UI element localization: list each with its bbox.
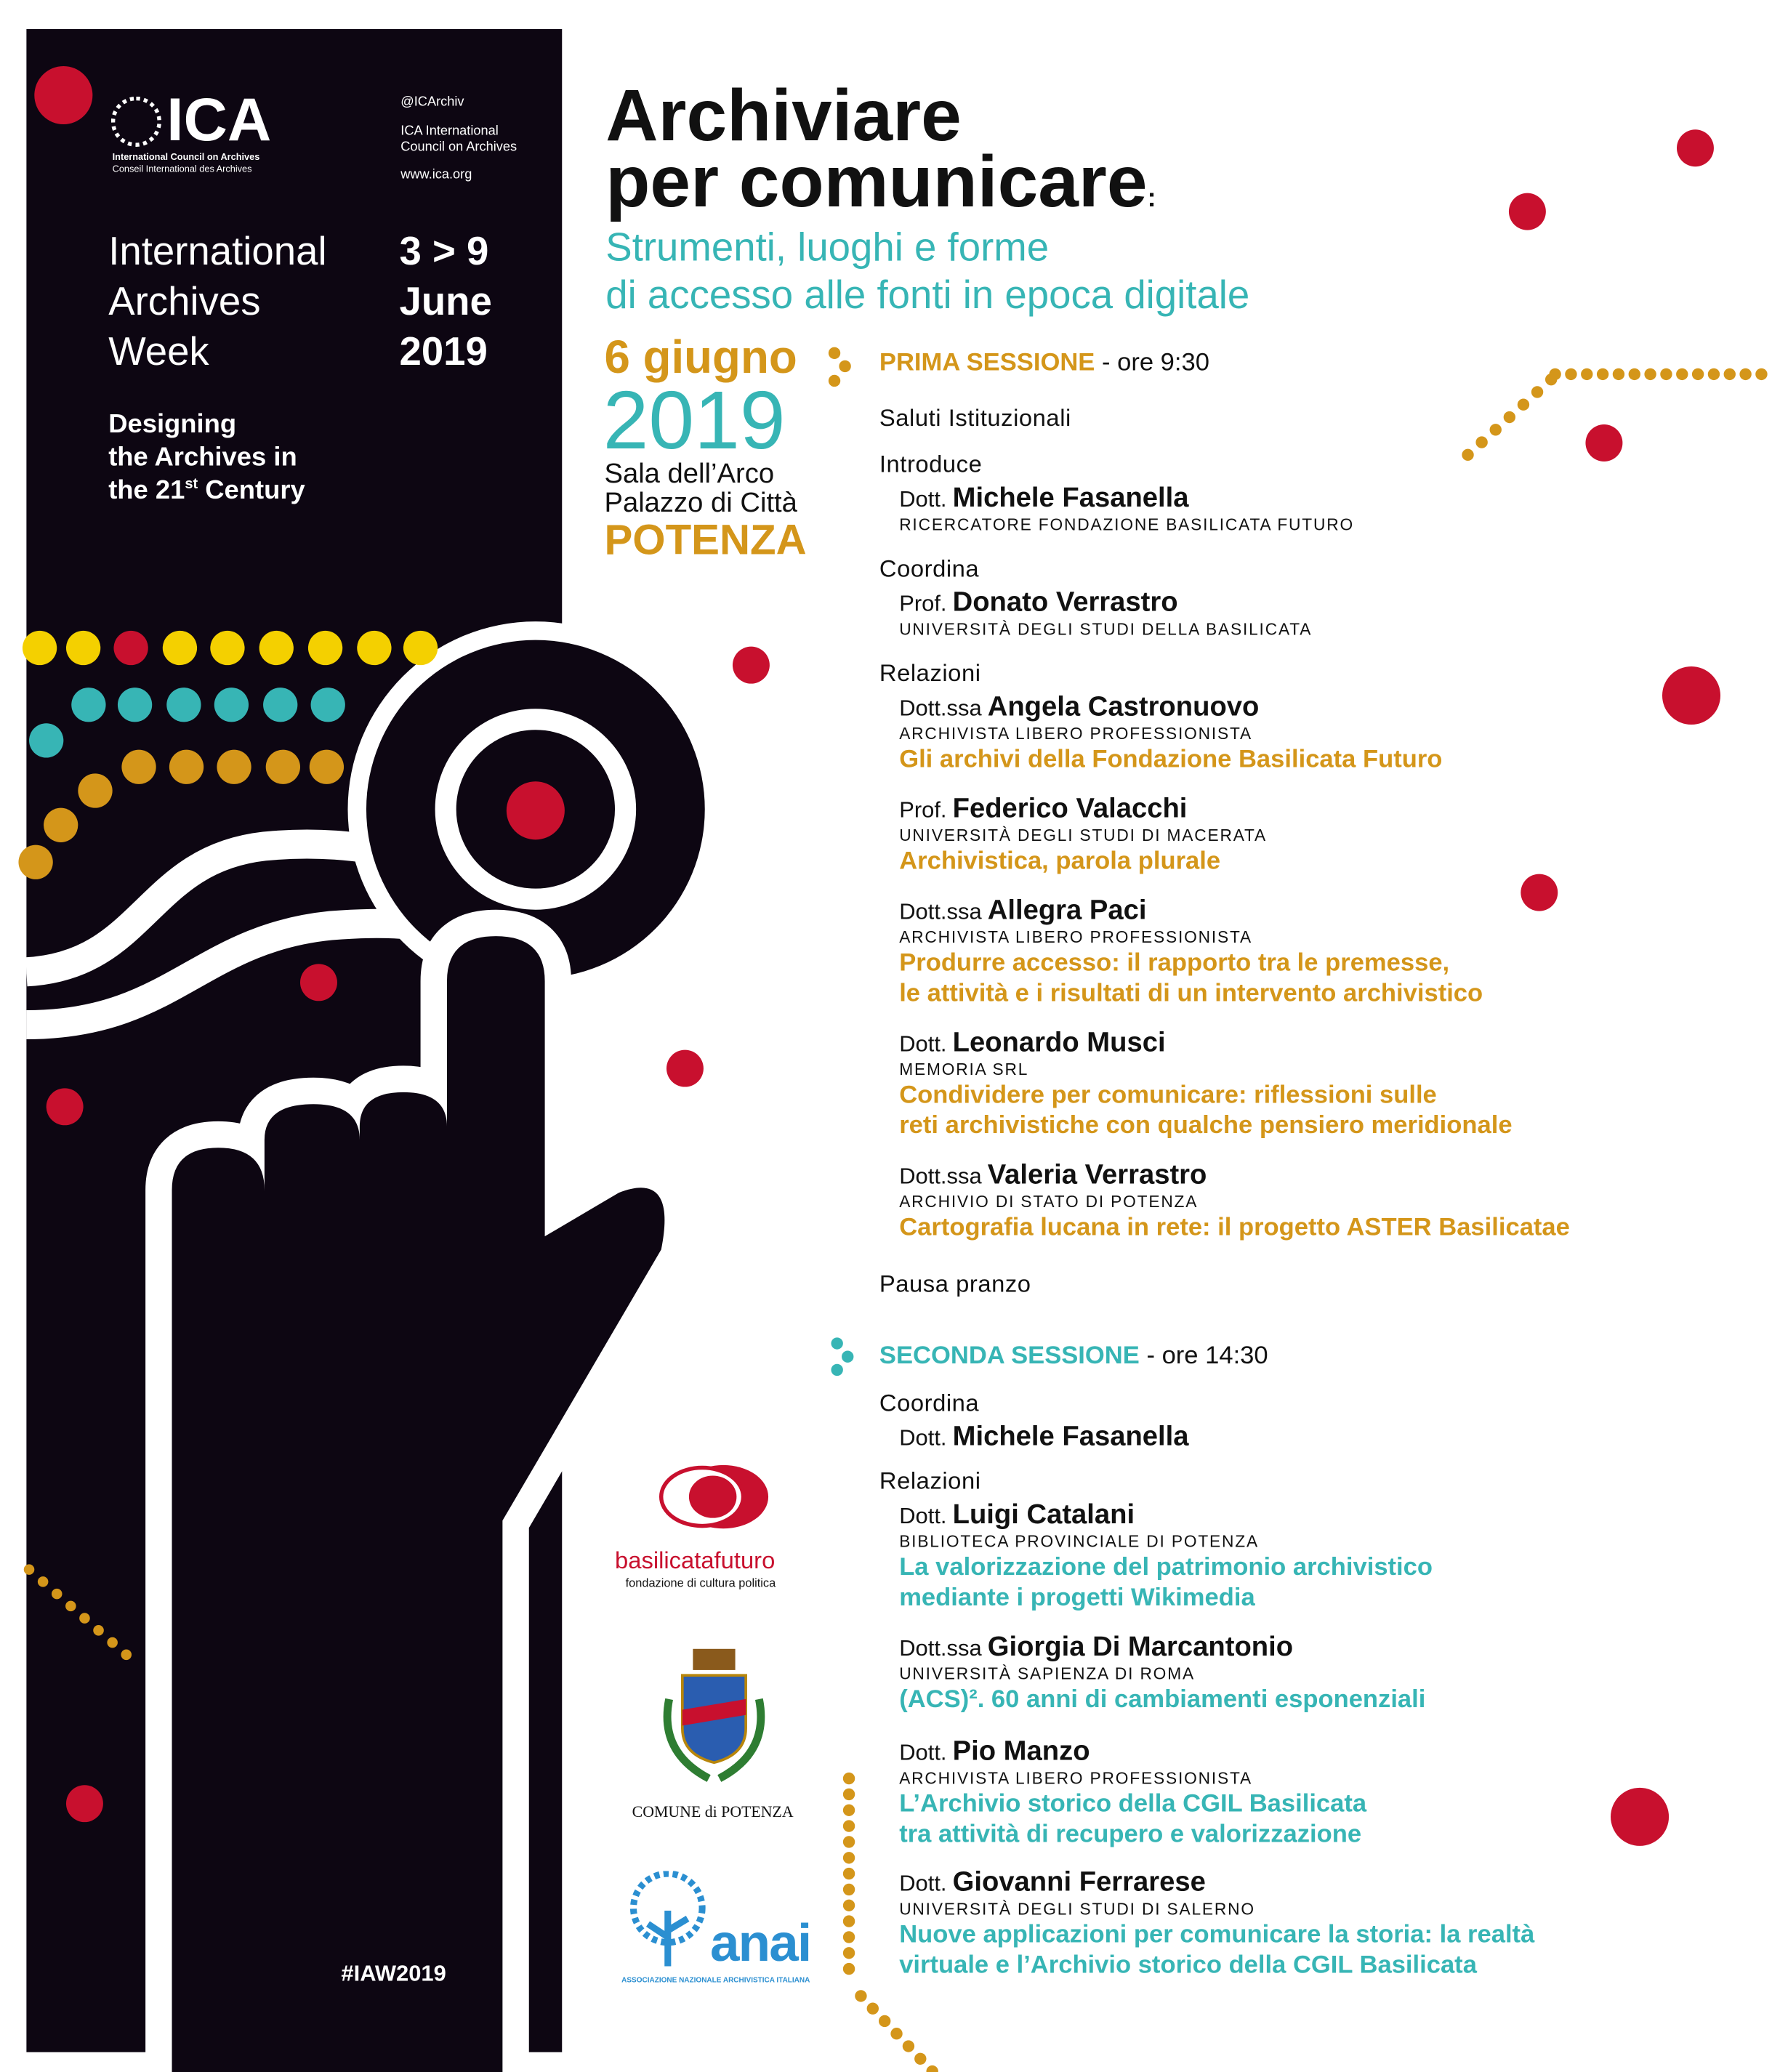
ica-logo-sub-fr: Conseil International des Archives xyxy=(112,165,252,175)
gold-trail-dot xyxy=(1660,368,1672,380)
relazioni-label: Relazioni xyxy=(879,1467,981,1494)
yellow-dot xyxy=(210,631,244,665)
event-dates-line: June xyxy=(399,280,492,324)
gold-trail-dot xyxy=(843,1773,855,1784)
gold-trail-dot xyxy=(79,1613,90,1624)
chevron-dot-icon xyxy=(831,1337,842,1349)
speaker-affiliation: UNIVERSITÀ SAPIENZA DI ROMA xyxy=(899,1664,1195,1684)
gold-trail-dot xyxy=(843,1884,855,1895)
speaker-name: Donato Verrastro xyxy=(952,586,1178,618)
gold-trail-dot xyxy=(1644,368,1656,380)
talk-title: Cartografia lucana in rete: il progetto ASTER Basilicatae xyxy=(899,1214,1570,1242)
chevron-dot-icon xyxy=(829,347,840,359)
red-dot xyxy=(66,1785,103,1822)
gold-trail-dot xyxy=(843,1900,855,1911)
red-dot xyxy=(1521,874,1558,911)
gold-dot xyxy=(266,750,300,784)
speaker-name-row xyxy=(899,1736,1090,1770)
teal-dot xyxy=(71,688,105,722)
speaker-affiliation: ARCHIVIO DI STATO DI POTENZA xyxy=(899,1193,1199,1212)
red-dot xyxy=(1585,424,1622,461)
teal-dot xyxy=(166,688,201,722)
speaker-name-row xyxy=(899,1160,1207,1194)
speaker-affiliation: ARCHIVISTA LIBERO PROFESSIONISTA xyxy=(899,1769,1253,1788)
red-dot xyxy=(1611,1788,1669,1846)
gold-trail-dot xyxy=(843,1789,855,1800)
talk-title: reti archivistiche con qualche pensiero meridionale xyxy=(899,1111,1513,1140)
gold-trail-dot xyxy=(1490,424,1502,435)
gold-trail-dot xyxy=(843,1820,855,1831)
gold-trail-dot xyxy=(52,1589,63,1600)
gold-trail-dot xyxy=(843,1852,855,1863)
speaker-title-prefix: Prof. xyxy=(899,591,947,616)
gold-trail-dot xyxy=(1724,368,1736,380)
speaker-affiliation: UNIVERSITÀ DEGLI STUDI DI SALERNO xyxy=(899,1900,1255,1919)
theme-line xyxy=(108,475,305,507)
gold-trail-dot xyxy=(1692,368,1704,380)
gold-trail-dot xyxy=(843,1963,855,1975)
speaker-affiliation: ARCHIVISTA LIBERO PROFESSIONISTA xyxy=(899,928,1253,947)
relazioni-label: Relazioni xyxy=(879,659,981,687)
talk-title: La valorizzazione del patrimonio archivistico xyxy=(899,1553,1433,1582)
chevron-dot-icon xyxy=(829,375,840,387)
gold-dot xyxy=(310,750,344,784)
speaker-title-prefix: Dott. xyxy=(899,1871,947,1897)
gold-trail-dot xyxy=(65,1601,76,1612)
speaker-name-row xyxy=(899,895,1146,930)
gold-trail-dot xyxy=(1755,368,1767,380)
gold-trail-dot xyxy=(843,1805,855,1816)
gold-trail-dot xyxy=(1531,386,1543,398)
speaker-name-row xyxy=(899,1422,1188,1456)
gold-trail-dot xyxy=(24,1564,35,1575)
speaker-name-row xyxy=(899,1867,1206,1901)
session1-header xyxy=(879,349,1209,378)
gold-trail-dot xyxy=(855,1990,866,2002)
gold-trail-dot xyxy=(1475,436,1487,448)
red-dot xyxy=(34,66,92,124)
ica-logo-sub-en: International Council on Archives xyxy=(112,153,260,163)
speaker-name-row xyxy=(899,483,1188,517)
gold-trail-dot xyxy=(1597,368,1608,380)
lunch-break: Pausa pranzo xyxy=(879,1270,1031,1297)
gold-trail-dot xyxy=(867,2002,879,2014)
subtitle-line: di accesso alle fonti in epoca digitale xyxy=(605,273,1250,318)
speaker-affiliation: MEMORIA SRL xyxy=(899,1060,1029,1079)
speaker-name-row xyxy=(899,1499,1135,1533)
ica-org-line2: Council on Archives xyxy=(400,140,517,155)
gold-trail-dot xyxy=(914,2053,926,2065)
speaker-name: Pio Manzo xyxy=(952,1736,1090,1767)
red-dot xyxy=(733,647,770,684)
gold-trail-dot xyxy=(1629,368,1640,380)
gold-trail-dot xyxy=(843,1836,855,1847)
gold-dot xyxy=(44,808,78,842)
ica-website[interactable]: www.ica.org xyxy=(400,168,472,183)
session2-title: SECONDA SESSIONE xyxy=(879,1342,1140,1370)
event-day: 6 giugno xyxy=(604,331,797,384)
gold-trail-dot xyxy=(1504,411,1515,423)
speaker-title-prefix: Dott. xyxy=(899,486,947,512)
comune-potenza-label: COMUNE di POTENZA xyxy=(632,1802,794,1821)
speaker-name: Giorgia Di Marcantonio xyxy=(987,1632,1294,1662)
teal-dot xyxy=(118,688,152,722)
speaker-affiliation: ARCHIVISTA LIBERO PROFESSIONISTA xyxy=(899,725,1253,743)
gold-dot xyxy=(169,750,204,784)
yellow-dot xyxy=(163,631,197,665)
venue-line: Sala dell’Arco xyxy=(604,459,775,490)
gold-trail-dot xyxy=(107,1637,118,1648)
teal-dot xyxy=(263,688,297,722)
gold-trail-dot xyxy=(903,2040,914,2052)
basilicata-futuro-sub: fondazione di cultura politica xyxy=(625,1576,776,1589)
talk-title: Condividere per comunicare: riflessioni sulle xyxy=(899,1081,1437,1110)
speaker-title-prefix: Dott. xyxy=(899,1425,947,1451)
event-name-line: Archives xyxy=(108,280,261,324)
button-red-dot xyxy=(507,781,565,839)
basilicata-futuro-name: basilicatafuturo xyxy=(615,1547,776,1574)
theme-text: Century xyxy=(198,475,305,506)
yellow-dot xyxy=(113,631,148,665)
gold-trail-dot xyxy=(93,1625,104,1636)
session2-time: - ore 14:30 xyxy=(1146,1342,1268,1370)
speaker-title-prefix: Dott. xyxy=(899,1740,947,1765)
talk-title: (ACS)². 60 anni di cambiamenti esponenziali xyxy=(899,1685,1426,1714)
gold-trail-dot xyxy=(1565,368,1576,380)
chevron-dot-icon xyxy=(842,1351,853,1363)
chevron-dot-icon xyxy=(839,360,850,372)
session2-header xyxy=(879,1342,1268,1371)
red-dot xyxy=(666,1050,704,1087)
anai-tree-icon xyxy=(621,1871,714,1970)
talk-title: Nuove applicazioni per comunicare la storia: la realtà xyxy=(899,1921,1535,1949)
speaker-name-row xyxy=(899,587,1177,621)
title-line: per comunicare xyxy=(605,140,1148,222)
anai-name: anai xyxy=(710,1914,811,1973)
anai-sub: ASSOCIAZIONE NAZIONALE ARCHIVISTICA ITALIANA xyxy=(621,1977,810,1985)
red-dot xyxy=(300,964,337,1001)
theme-line: Designing xyxy=(108,410,237,440)
yellow-dot xyxy=(259,631,294,665)
speaker-name: Luigi Catalani xyxy=(952,1499,1135,1531)
gold-trail-dot xyxy=(843,1915,855,1927)
talk-title: mediante i progetti Wikimedia xyxy=(899,1583,1255,1611)
title-line: Archiviare xyxy=(605,73,962,156)
speaker-name: Valeria Verrastro xyxy=(987,1159,1207,1190)
speaker-affiliation: BIBLIOTECA PROVINCIALE DI POTENZA xyxy=(899,1532,1259,1552)
theme-sup: st xyxy=(185,476,198,493)
hashtag: #IAW2019 xyxy=(341,1961,446,1986)
gold-trail-dot xyxy=(879,2015,890,2027)
gold-trail-dot xyxy=(843,1947,855,1959)
event-theme xyxy=(108,408,305,507)
gold-trail-dot xyxy=(1518,399,1529,411)
teal-dot xyxy=(214,688,249,722)
gold-dot xyxy=(217,750,251,784)
speaker-name: Allegra Paci xyxy=(987,895,1147,926)
speaker-name: Federico Valacchi xyxy=(952,793,1188,824)
yellow-dot xyxy=(23,631,57,665)
yellow-dot xyxy=(357,631,391,665)
event-dates-line: 3 > 9 xyxy=(399,230,489,274)
red-dot xyxy=(1509,193,1546,230)
yellow-dot xyxy=(403,631,438,665)
speaker-name-row xyxy=(899,692,1259,726)
gold-trail-dot xyxy=(1676,368,1688,380)
speaker-title-prefix: Dott.ssa xyxy=(899,899,982,924)
yellow-dot xyxy=(308,631,342,665)
speaker-name-row xyxy=(899,794,1187,828)
gold-dot xyxy=(78,773,112,807)
ica-org-line1: ICA International xyxy=(400,124,499,140)
talk-title: tra attività di recupero e valorizzazione xyxy=(899,1820,1362,1848)
gold-trail-dot xyxy=(1613,368,1624,380)
ica-emblem-icon xyxy=(111,97,161,147)
event-name-line: Week xyxy=(108,330,209,374)
gold-trail-dot xyxy=(890,2028,902,2039)
gold-trail-dot xyxy=(1462,449,1473,461)
event-city: POTENZA xyxy=(604,515,807,564)
speaker-name: Michele Fasanella xyxy=(952,483,1189,513)
subtitle-line: Strumenti, luoghi e forme xyxy=(605,226,1050,270)
speaker-name-row xyxy=(899,1632,1293,1666)
coordina-label: Coordina xyxy=(879,1390,980,1416)
teal-dot xyxy=(311,688,345,722)
event-dates-line: 2019 xyxy=(399,330,488,374)
speaker-title-prefix: Dott. xyxy=(899,1503,947,1529)
chevron-dot-icon xyxy=(831,1364,842,1376)
ica-twitter: @ICArchiv xyxy=(400,94,464,110)
event-name xyxy=(108,227,326,378)
red-dot xyxy=(1662,666,1720,725)
theme-line: the Archives in xyxy=(108,443,297,472)
coordina-label: Coordina xyxy=(879,555,980,582)
theme-text: the 21 xyxy=(108,475,185,506)
speaker-title-prefix: Dott.ssa xyxy=(899,1635,982,1661)
talk-title: Archivistica, parola plurale xyxy=(899,847,1221,876)
speaker-affiliation: UNIVERSITÀ DEGLI STUDI DI MACERATA xyxy=(899,826,1268,845)
gold-trail-dot xyxy=(926,2065,938,2072)
talk-title: virtuale e l’Archivio storico della CGIL Basilicata xyxy=(899,1951,1477,1979)
event-dates xyxy=(399,227,491,378)
comune-potenza-crest-icon xyxy=(659,1646,770,1789)
gold-trail-dot xyxy=(121,1650,132,1661)
page-title xyxy=(605,73,1156,232)
session1-title: PRIMA SESSIONE xyxy=(879,349,1095,377)
event-venue xyxy=(604,460,797,518)
basilicata-futuro-logo-icon xyxy=(655,1461,781,1533)
red-dot xyxy=(1677,129,1714,166)
speaker-name: Angela Castronuovo xyxy=(987,691,1260,722)
gold-dot xyxy=(121,750,156,784)
talk-title: le attività e i risultati di un intervento archivistico xyxy=(899,979,1483,1007)
gold-trail-dot xyxy=(1708,368,1720,380)
teal-dot xyxy=(29,723,63,757)
speaker-name: Michele Fasanella xyxy=(952,1421,1189,1452)
speaker-name: Leonardo Musci xyxy=(952,1027,1166,1058)
session1-time: - ore 9:30 xyxy=(1101,349,1209,377)
gold-trail-dot xyxy=(38,1576,49,1587)
subtitle xyxy=(605,225,1249,320)
event-year: 2019 xyxy=(603,375,786,467)
yellow-dot xyxy=(66,631,100,665)
ica-logo-text: ICA xyxy=(166,84,272,154)
speaker-title-prefix: Prof. xyxy=(899,797,947,823)
speaker-title-prefix: Dott. xyxy=(899,1031,947,1057)
speaker-name: Giovanni Ferrarese xyxy=(952,1866,1206,1898)
talk-title: L’Archivio storico della CGIL Basilicata xyxy=(899,1790,1367,1818)
speaker-title-prefix: Dott.ssa xyxy=(899,1164,982,1189)
gold-trail-dot xyxy=(1581,368,1592,380)
greetings: Saluti Istituzionali xyxy=(879,404,1071,432)
gold-trail-dot xyxy=(843,1931,855,1943)
gold-trail-dot xyxy=(1549,368,1560,380)
speaker-name-row xyxy=(899,1028,1165,1062)
speaker-affiliation: UNIVERSITÀ DEGLI STUDI DELLA BASILICATA xyxy=(899,620,1313,639)
introduce-label: Introduce xyxy=(879,451,983,477)
venue-line: Palazzo di Città xyxy=(604,488,797,519)
talk-title: Produrre accesso: il rapporto tra le premesse, xyxy=(899,949,1450,977)
speaker-title-prefix: Dott.ssa xyxy=(899,696,982,721)
event-name-line: International xyxy=(108,230,327,274)
talk-title: Gli archivi della Fondazione Basilicata Futuro xyxy=(899,746,1443,774)
gold-dot xyxy=(18,845,52,879)
gold-trail-dot xyxy=(843,1868,855,1879)
red-dot xyxy=(47,1088,84,1125)
gold-trail-dot xyxy=(1739,368,1751,380)
speaker-affiliation: RICERCATORE FONDAZIONE BASILICATA FUTURO xyxy=(899,515,1355,535)
title-colon: : xyxy=(1147,183,1156,213)
